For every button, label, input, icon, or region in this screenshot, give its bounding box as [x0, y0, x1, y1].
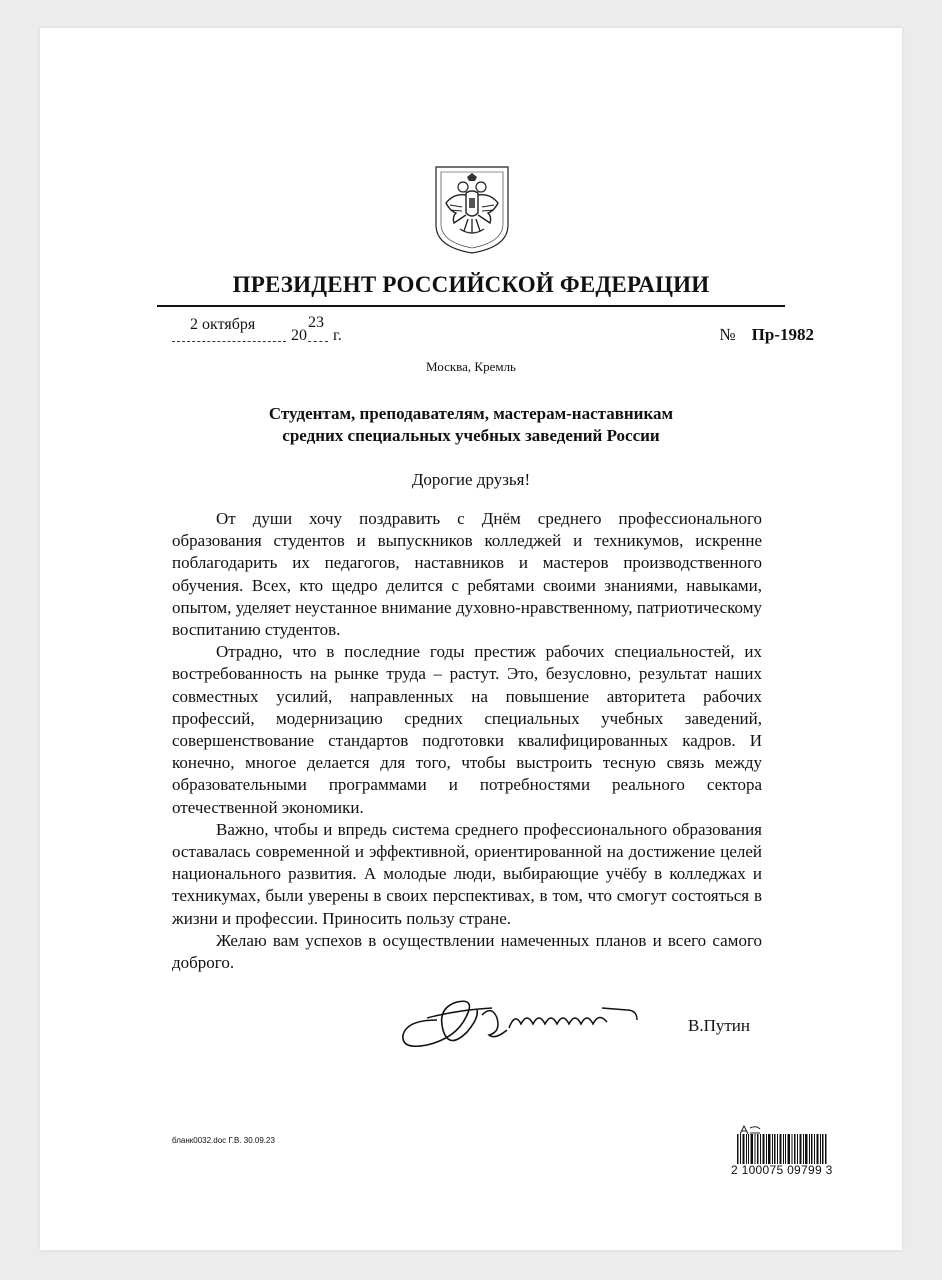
addressee-block — [0, 403, 942, 447]
signer-name: В.Путин — [688, 1016, 750, 1035]
letter-body — [172, 508, 762, 974]
greeting: Дорогие друзья! — [411, 470, 531, 489]
header-divider — [157, 305, 785, 307]
paragraph-1: От души хочу поздравить с Днём среднего профессионального образования студентов и выпускников колледжей и техникумов, искренне поблагодарить их педагогов, наставников и мастеров производственного обучения. Всех, кто щедро делится с ребятами своими знаниями, навыками, опытом, уделяет неустанное внимание духовно-нравственному, патриотическому воспитанию студентов. — [172, 509, 762, 640]
date-day-month: 2 октября — [190, 316, 256, 333]
document-header-title: ПРЕЗИДЕНТ РОССИЙСКОЙ ФЕДЕРАЦИИ — [232, 272, 710, 297]
date-year-suffix: 23 — [308, 314, 324, 331]
number-sign: № — [719, 325, 736, 344]
barcode-number: 2 100075 09799 3 — [731, 1163, 833, 1177]
date-underline — [172, 341, 286, 342]
date-year-prefix: 20 — [291, 327, 307, 344]
paragraph-2: Отрадно, что в последние годы престиж рабочих специальностей, их востребованность на рынке труда – растут. Это, безусловно, результат наших совместных усилий, направленных на повышение авторитета рабочих профессий, модернизацию средних специальных учебных заведений, совершенствование стандартов подготовки квалифицированных кадров. И конечно, многое делается для того, чтобы выстроить тесную связь между образовательными программами и потребностями реального сектора отечественной экономики. — [172, 642, 762, 817]
paragraph-4: Желаю вам успехов в осуществлении намеченных планов и всего самого доброго. — [172, 930, 762, 973]
addressee-line-2: средних специальных учебных заведений России — [282, 426, 660, 445]
coat-of-arms-icon — [432, 163, 512, 255]
paragraph-3: Важно, чтобы и впредь система среднего профессионального образования оставалась современной и эффективной, ориентированной на достижение целей национального развития. А молодые люди, выбирающие учёбу в колледжах и техникумах, были уверены в своих перспективах, в том, что смогут состояться в жизни и профессии. Приносить пользу стране. — [172, 819, 762, 928]
place-of-issue: Москва, Кремль — [426, 359, 516, 374]
handwritten-signature — [397, 990, 657, 1055]
addressee-line-1: Студентам, преподавателям, мастерам-наставникам — [268, 404, 674, 423]
barcode-icon — [737, 1134, 827, 1164]
file-code: бланк0032.doc Г.В. 30.09.23 — [172, 1136, 275, 1145]
date-year-abbrev: г. — [333, 327, 342, 344]
year-underline — [308, 341, 328, 342]
document-number — [719, 325, 814, 345]
number-value: Пр-1982 — [751, 325, 814, 344]
